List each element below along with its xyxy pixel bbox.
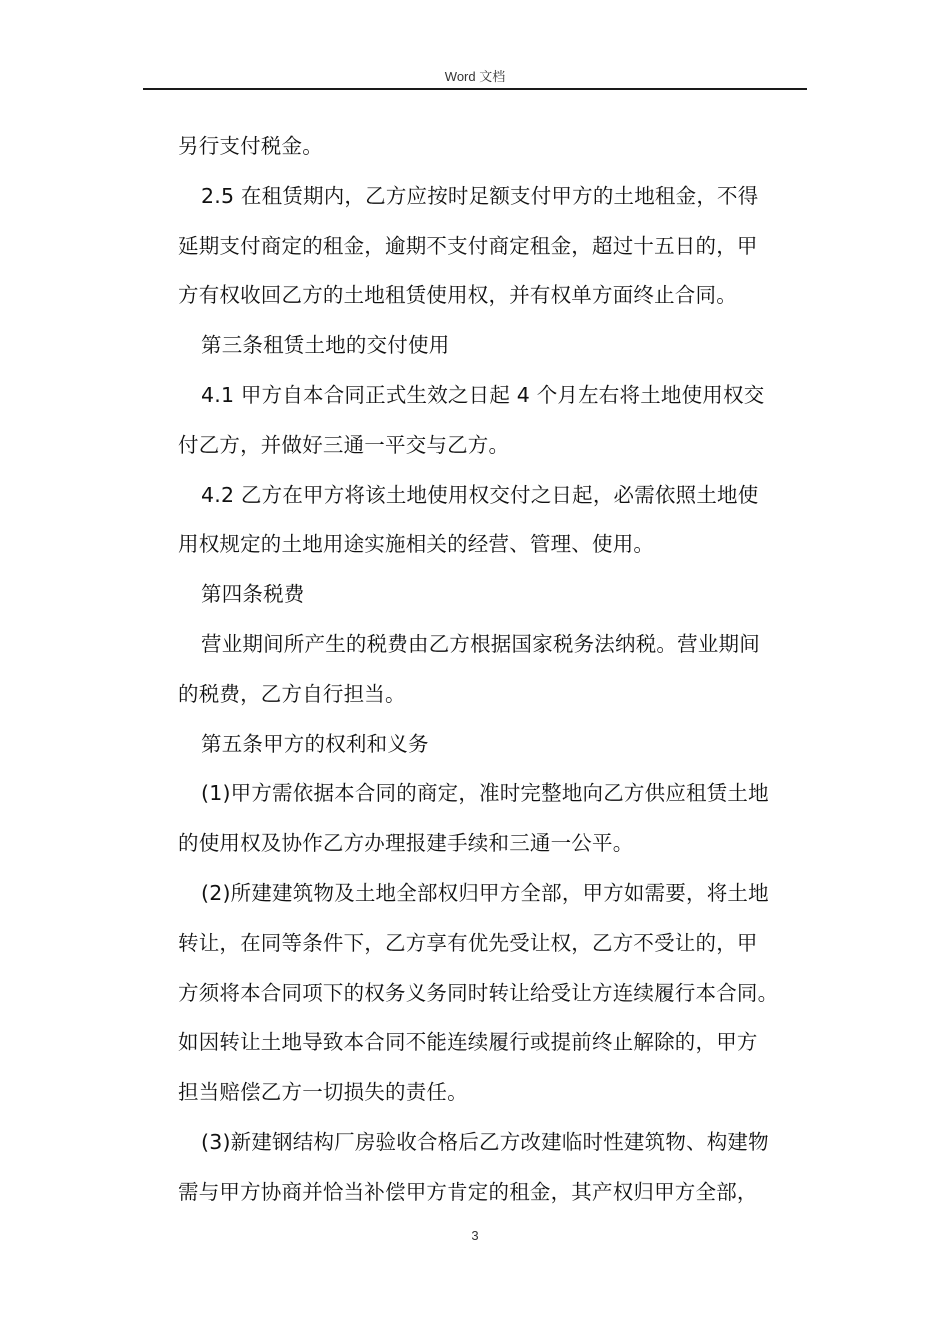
body-line: 延期支付商定的租金，逾期不支付商定租金，超过十五日的，甲 — [178, 233, 758, 258]
body-line: 转让，在同等条件下，乙方享有优先受让权，乙方不受让的，甲 — [178, 930, 758, 955]
clause-4-1: 4.1 甲方自本合同正式生效之日起 4 个月左右将土地使用权交 — [201, 382, 765, 407]
body-line: 付乙方，并做好三通一平交与乙方。 — [178, 432, 510, 457]
clause-item-1: (1)甲方需依据本合同的商定，准时完整地向乙方供应租赁土地 — [201, 781, 769, 806]
clause-2-5: 2.5 在租赁期内，乙方应按时足额支付甲方的土地租金，不得 — [201, 183, 759, 208]
header-divider — [143, 88, 807, 90]
page-number: 3 — [471, 1228, 479, 1243]
body-line: 方须将本合同项下的权务义务同时转让给受让方连续履行本合同。 — [178, 980, 779, 1005]
clause-item-3: (3)新建钢结构厂房验收合格后乙方改建临时性建筑物、构建物 — [201, 1129, 769, 1154]
clause-item-2: (2)所建建筑物及土地全部权归甲方全部，甲方如需要，将土地 — [201, 880, 769, 905]
body-line: 方有权收回乙方的土地租赁使用权，并有权单方面终止合同。 — [178, 283, 737, 308]
body-line: 另行支付税金。 — [178, 134, 323, 158]
section-heading-article-5: 第五条甲方的权利和义务 — [201, 731, 429, 756]
body-line: 如因转让土地导致本合同不能连续履行或提前终止解除的，甲方 — [178, 1030, 758, 1055]
body-line: 的税费，乙方自行担当。 — [178, 681, 406, 706]
paragraph-taxes: 营业期间所产生的税费由乙方根据国家税务法纳税。营业期间 — [201, 631, 760, 656]
section-heading-article-3: 第三条租赁土地的交付使用 — [201, 333, 450, 358]
body-line: 的使用权及协作乙方办理报建手续和三通一公平。 — [178, 831, 634, 856]
section-heading-article-4: 第四条税费 — [201, 582, 305, 607]
body-line: 需与甲方协商并恰当补偿甲方肯定的租金，其产权归甲方全部， — [178, 1179, 758, 1204]
clause-4-2: 4.2 乙方在甲方将该土地使用权交付之日起，必需依照土地使 — [201, 482, 759, 507]
document-body — [178, 128, 818, 1224]
body-line: 担当赔偿乙方一切损失的责任。 — [178, 1080, 468, 1105]
body-line: 用权规定的土地用途实施相关的经营、管理、使用。 — [178, 532, 655, 557]
document-header-title: Word 文档 — [444, 69, 506, 84]
